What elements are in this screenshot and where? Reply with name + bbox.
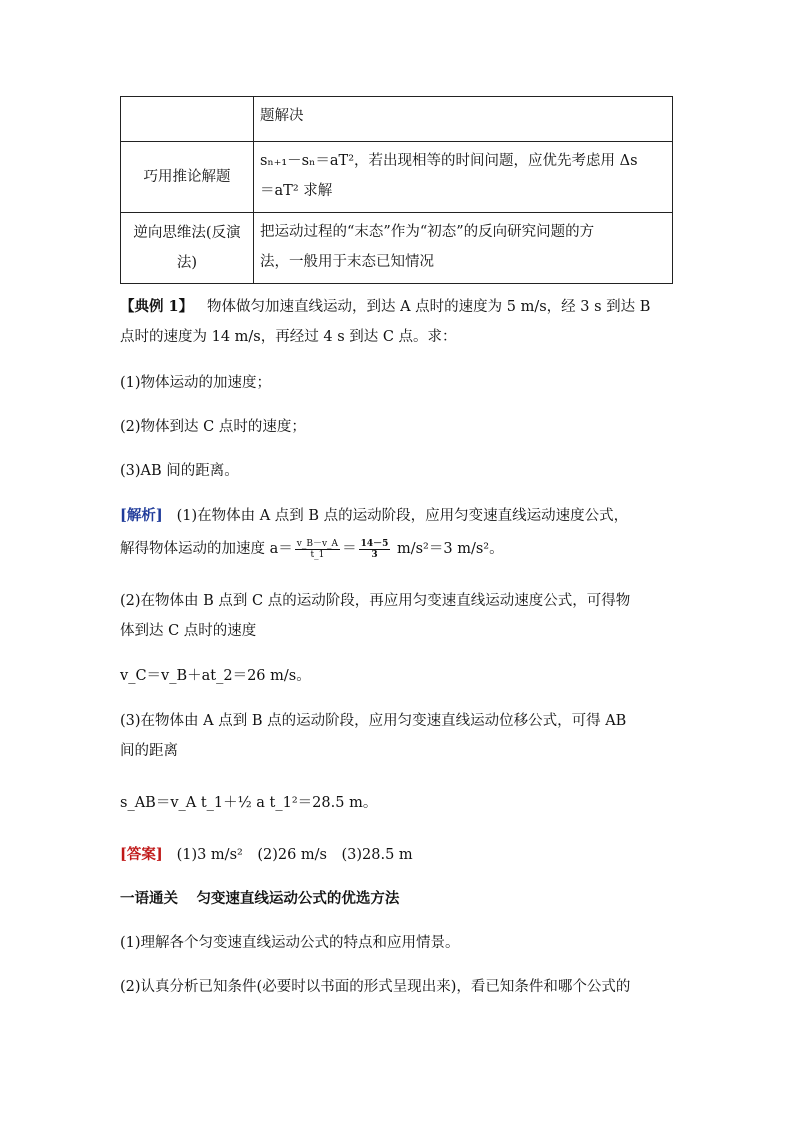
analysis-text: (1)在物体由 A 点到 B 点的运动阶段，应用匀变速直线运动速度公式， bbox=[176, 508, 629, 524]
question-1: (1)物体运动的加速度； bbox=[120, 375, 272, 391]
answer-tag: [答案] bbox=[120, 846, 163, 863]
question-3: (3)AB 间的距离。 bbox=[120, 463, 239, 479]
analysis-formula: s_AB＝v_A t_1＋½ a t_1²＝28.5 m。 bbox=[120, 795, 378, 811]
table-row bbox=[121, 97, 673, 142]
answer-line bbox=[120, 844, 680, 866]
analysis-text: (2)在物体由 B 点到 C 点的运动阶段，再应用匀变速直线运动速度公式，可得物 bbox=[120, 593, 631, 609]
analysis-text: 解得物体运动的加速度 a＝ bbox=[120, 541, 293, 557]
example-text: 物体做匀加速直线运动，到达 A 点时的速度为 5 m/s，经 3 s 到达 B bbox=[206, 299, 651, 315]
method-desc: 法，一般用于末态已知情况 bbox=[260, 254, 434, 270]
summary-tag: 一语通关 bbox=[120, 891, 178, 907]
answer-text: (1)3 m/s² (2)26 m/s (3)28.5 m bbox=[176, 847, 413, 863]
example-line bbox=[120, 296, 680, 318]
fraction-numerator: 14－5 bbox=[360, 538, 389, 549]
analysis-text: (3)在物体由 A 点到 B 点的运动阶段，应用匀变速直线运动位移公式，可得 AB bbox=[120, 713, 627, 729]
fraction-numerator: v_B－v_A bbox=[296, 538, 339, 549]
analysis-text: 体到达 C 点时的速度 bbox=[120, 623, 257, 639]
example-tag: 【典例 1】 bbox=[120, 298, 194, 315]
summary-text: (2)认真分析已知条件(必要时以书面的形式呈现出来)，看已知条件和哪个公式的 bbox=[120, 979, 631, 995]
analysis-tag: [解析] bbox=[120, 507, 163, 524]
method-desc: 题解决 bbox=[260, 108, 304, 124]
analysis-line bbox=[120, 505, 680, 527]
fraction bbox=[359, 539, 391, 560]
methods-table bbox=[120, 96, 673, 284]
method-desc: sₙ₊₁－sₙ＝aT²，若出现相等的时间问题，应优先考虑用 Δs bbox=[260, 153, 638, 169]
example-text: 点时的速度为 14 m/s，再经过 4 s 到达 C 点。求： bbox=[120, 329, 457, 345]
method-desc-cell bbox=[254, 97, 673, 142]
method-desc-cell bbox=[254, 142, 673, 213]
analysis-formula: v_C＝v_B＋at_2＝26 m/s。 bbox=[120, 668, 311, 684]
question-2: (2)物体到达 C 点时的速度； bbox=[120, 419, 306, 435]
fraction-denominator: 3 bbox=[371, 549, 378, 560]
fraction-denominator: t_1 bbox=[310, 549, 325, 560]
analysis-formula-line bbox=[120, 538, 680, 560]
table-row bbox=[121, 142, 673, 213]
method-desc: 把运动过程的“末态”作为“初态”的反向研究问题的方 bbox=[260, 224, 595, 240]
analysis-text: 间的距离 bbox=[120, 743, 178, 759]
fraction bbox=[295, 539, 340, 560]
method-desc-cell bbox=[254, 213, 673, 284]
method-name-cell: 逆向思维法(反演法) bbox=[121, 213, 254, 284]
analysis-text: m/s²＝3 m/s²。 bbox=[392, 541, 504, 557]
summary-heading bbox=[120, 888, 680, 910]
method-name-cell: 巧用推论解题 bbox=[121, 142, 254, 213]
method-desc: ＝aT² 求解 bbox=[260, 183, 333, 199]
summary-title: 匀变速直线运动公式的优选方法 bbox=[196, 891, 400, 907]
table-row bbox=[121, 213, 673, 284]
equals-sign: ＝ bbox=[342, 541, 357, 557]
method-name-cell bbox=[121, 97, 254, 142]
summary-text: (1)理解各个匀变速直线运动公式的特点和应用情景。 bbox=[120, 935, 460, 951]
